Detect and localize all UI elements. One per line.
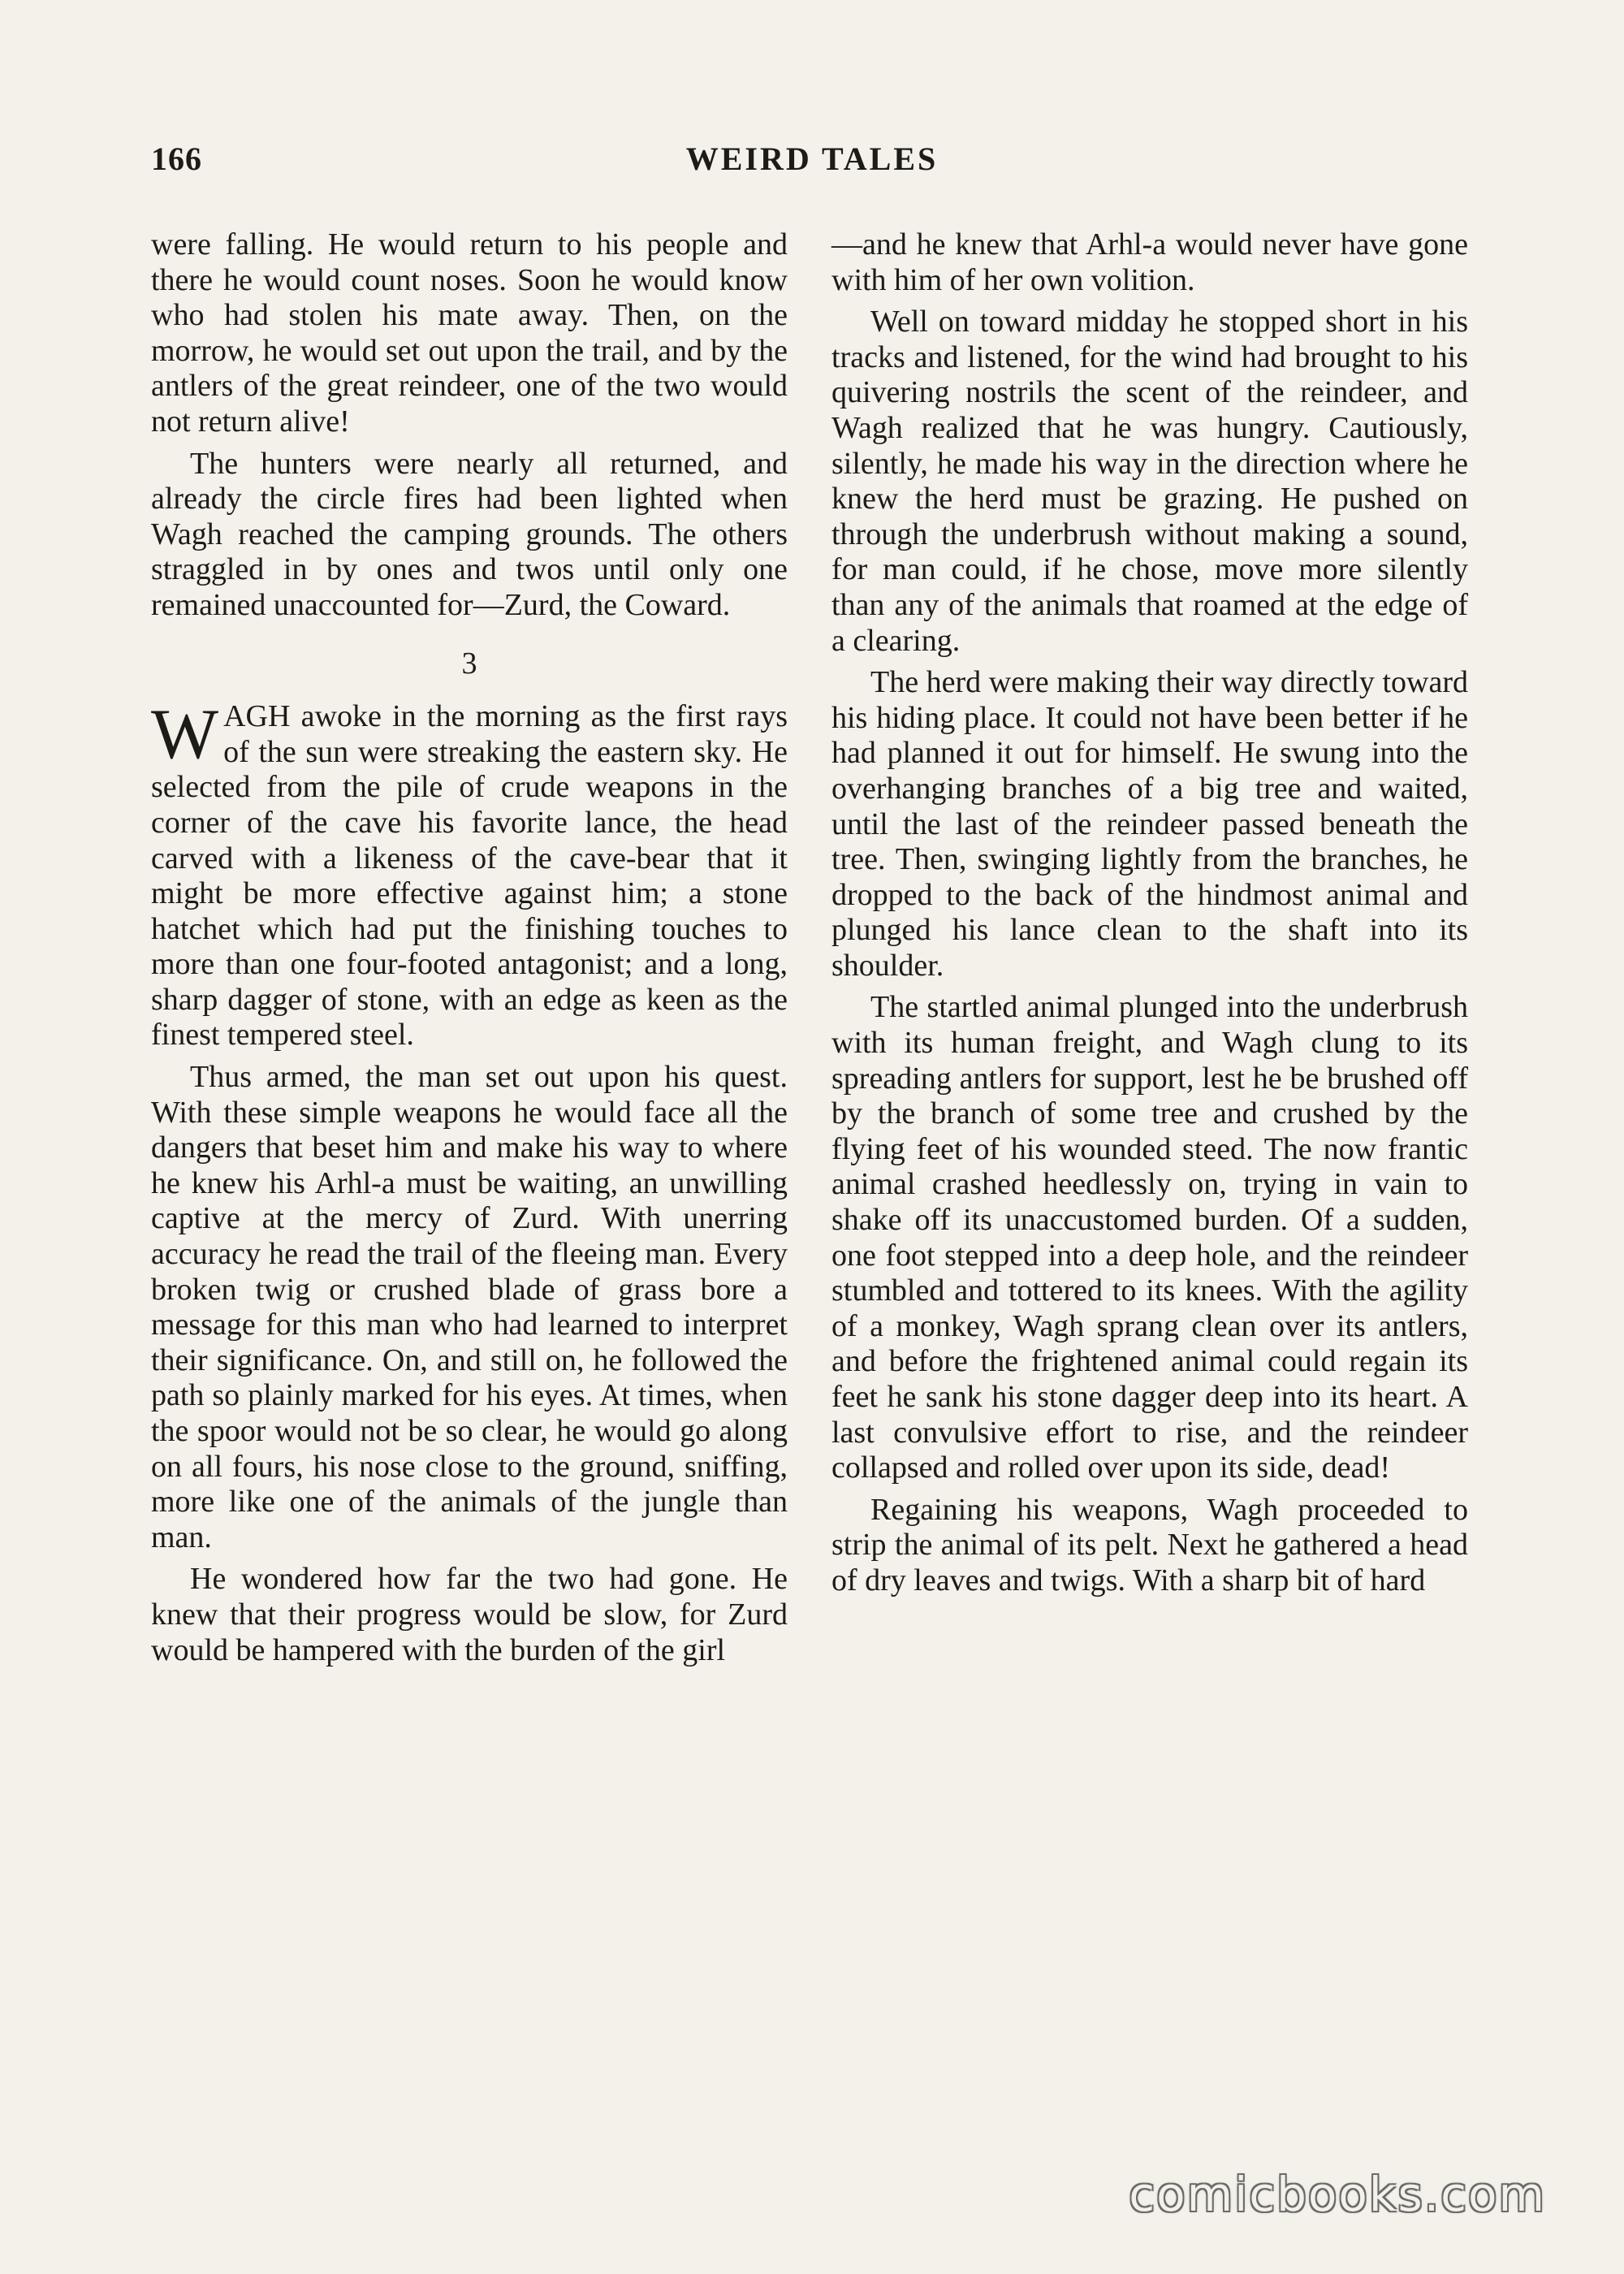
paragraph: The herd were making their way directly toward his hiding place. It could not have been better if he had planned it out for himself. He swung into the overhanging branches of a big tree and waited, until the last of the reindeer passed beneath the tree. Then, swinging lightly from the branches, he dropped to the back of the hindmost animal and plunged his lance clean to the shaft into its shoulder.: [831, 665, 1468, 983]
paragraph: Regaining his weapons, Wagh proceeded to strip the animal of its pelt. Next he gathered a head of dry leaves and twigs. With a sharp bit of hard: [831, 1492, 1468, 1597]
paragraph: Thus armed, the man set out upon his quest. With these simple weapons he would face all the dangers that beset him and make his way to where he knew his Arhl-a must be waiting, an unwilling captive at the mercy of Zurd. With unerring accuracy he read the trail of the fleeing man. Every broken twig or crushed blade of grass bore a message for this man who had learned to interpret their significance. On, and still on, he followed the path so plainly marked for his eyes. At times, when the spoor would not be so clear, he would go along on all fours, his nose close to the ground, sniffing, more like one of the animals of the jungle than man.: [151, 1060, 788, 1554]
magazine-title: WEIRD TALES: [685, 141, 939, 177]
paragraph: He wondered how far the two had gone. He knew that their progress would be slow, for Zurd would be hampered with the burden of the girl: [151, 1562, 788, 1667]
paragraph: Well on toward midday he stopped short in his tracks and listened, for the wind had brought to his quivering nostrils the scent of the reindeer, and Wagh realized that he was hungry. Cautiously, silently, he made his way in the direction where he knew the herd must be grazing. He pushed on through the underbrush without making a sound, for man could, if he chose, move more silently than any of the animals that roamed at the edge of a clearing.: [831, 305, 1468, 658]
right-column: [831, 227, 1468, 1606]
paragraph: were falling. He would return to his people and there he would count noses. Soon he would know who had stolen his mate away. Then, on the morrow, he would set out upon the trail, and by the antlers of the great reindeer, one of the two would not return alive!: [151, 227, 788, 439]
watermark: comicbooks.com: [1129, 2167, 1546, 2222]
drop-cap: W: [151, 695, 219, 775]
page-number: 166: [151, 141, 202, 177]
section-number: 3: [461, 646, 477, 681]
paragraph: The startled animal plunged into the underbrush with its human freight, and Wagh clung to its spreading antlers for support, lest he be brushed off by the branch of some tree and crushed by the flying feet of his wounded steed. The now frantic animal crashed heedlessly on, trying in vain to shake off its unaccustomed burden. Of a sudden, one foot stepped into a deep hole, and the reindeer stumbled and tottered to its knees. With the agility of a monkey, Wagh sprang clean over its antlers, and before the frightened animal could regain its feet he sank his stone dagger deep into its heart. A last convulsive effort to rise, and the reindeer collapsed and rolled over upon its side, dead!: [831, 990, 1468, 1485]
paragraph: —and he knew that Arhl-a would never have gone with him of her own volition.: [831, 227, 1468, 297]
left-column: [151, 227, 788, 1675]
paragraph-text: AGH awoke in the morning as the first rays of the sun were streaking the eastern sky. He selected from the pile of crude weapons in the corner of the cave his favorite lance, the head carved with a likeness of the cave-bear that it might be more effective against him; a stone hatchet which had put the finishing touches to more than one four-footed antagonist; and a long, sharp dagger of stone, with an edge as keen as the finest tempered steel.: [151, 699, 788, 1053]
paragraph-with-dropcap: [151, 695, 788, 1053]
paragraph: The hunters were nearly all returned, and already the circle fires had been lighted when Wagh reached the camping grounds. The others straggled in by ones and twos until only one remained unaccounted for—Zurd, the Coward.: [151, 446, 788, 622]
